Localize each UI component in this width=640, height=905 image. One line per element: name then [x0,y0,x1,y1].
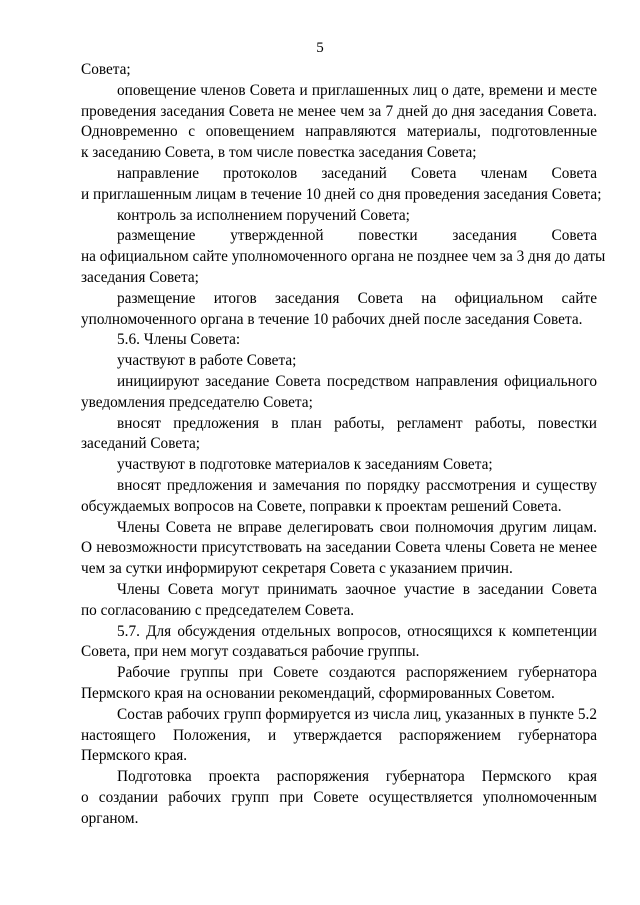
text-line: Совета; [81,61,131,78]
text-line: по согласованию с председателем Совета. [81,601,355,619]
text-line: 5.6. Члены Совета: [117,331,241,349]
text-line: размещение утвержденной повестки заседания Совета [117,227,597,245]
text-line: заседаний Совета; [81,435,201,453]
text-line: Подготовка проекта распоряжения губернатора Пермского края [117,768,597,786]
text-line: Пермского края. [81,747,188,765]
text-line: 5.7. Для обсуждения отдельных вопросов, относящихся к компетенции [117,622,597,640]
text-line: чем за сутки информируют секретаря Совета с указанием причин. [81,560,513,578]
text-line: инициируют заседание Совета посредством направления официального [117,372,597,390]
text-line: Члены Совета могут принимать заочное участие в заседании Совета [117,580,597,598]
text-line: проведения заседания Совета не менее чем за 7 дней до дня заседания Совета. [81,102,597,120]
text-line: О невозможности присутствовать на заседании Совета члены Совета не менее [81,539,597,557]
text-line: контроль за исполнением поручений Совета; [117,206,410,224]
text-line: Совета, при нем могут создаваться рабочие группы. [81,643,420,661]
text-line: Рабочие группы при Совете создаются распоряжением губернатора [117,664,597,682]
text-line: заседания Совета; [81,268,199,286]
text-line: Одновременно с оповещением направляются материалы, подготовленные [81,123,597,141]
text-line: настоящего Положения, и утверждается распоряжением губернатора [81,726,597,744]
text-line: Пермского края на основании рекомендаций, сформированных Советом. [81,684,555,702]
text-line: о создании рабочих групп при Совете осуществляется уполномоченным [81,788,597,806]
text-line: вносят предложения в план работы, регламент работы, повестки [117,414,597,432]
text-line: Члены Совета не вправе делегировать свои полномочия другим лицам. [117,518,597,536]
text-line: к заседанию Совета, в том числе повестка заседания Совета; [81,144,477,162]
text-line: обсуждаемых вопросов на Совете, поправки к проектам решений Совета. [81,497,562,515]
text-line: вносят предложения и замечания по порядку рассмотрения и существу [117,476,597,494]
text-line: участвуют в подготовке материалов к заседаниям Совета; [117,456,493,474]
text-line: уполномоченного органа в течение 10 рабочих дней после заседания Совета. [81,310,583,328]
text-line: Состав рабочих групп формируется из числа лиц, указанных в пункте 5.2 [117,705,597,723]
text-line: уведомления председателю Совета; [81,393,313,411]
text-line: размещение итогов заседания Совета на официальном сайте [117,289,597,307]
text-line: участвуют в работе Совета; [117,352,297,370]
page-number: 5 [316,40,324,56]
text-line: и приглашенным лицам в течение 10 дней со дня проведения заседания Совета; [81,185,602,203]
document-body [81,60,606,829]
text-line: на официальном сайте уполномоченного органа не позднее чем за 3 дня до даты [81,248,606,266]
text-line: органом. [81,809,139,827]
text-line: оповещение членов Совета и приглашенных лиц о дате, времени и месте [117,81,597,99]
text-line: направление протоколов заседаний Совета членам Совета [117,164,597,182]
